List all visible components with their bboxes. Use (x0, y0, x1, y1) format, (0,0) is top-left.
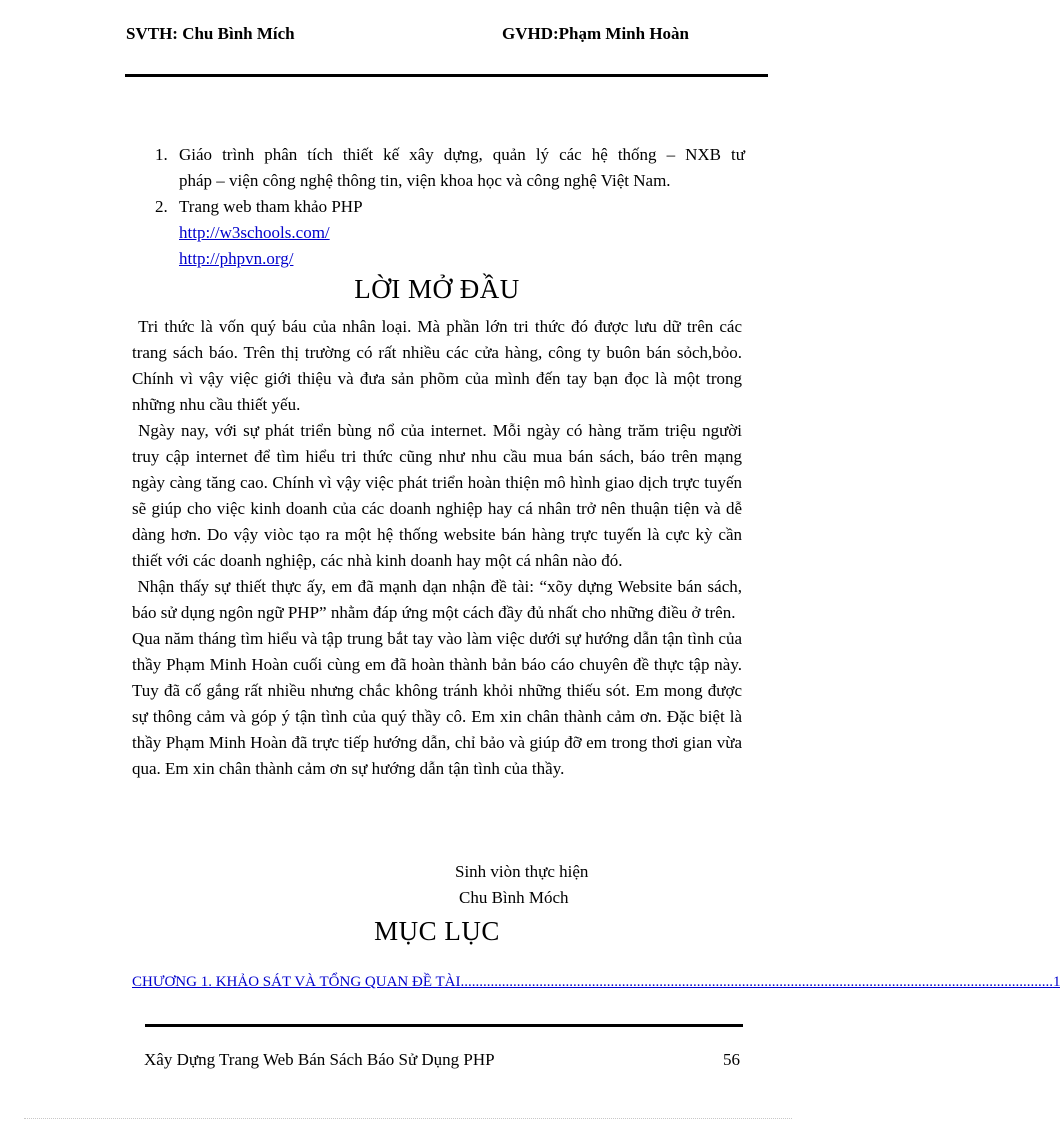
toc-entry-chapter-1[interactable] (132, 974, 1060, 991)
signature-name: Chu Bình Móch (459, 888, 569, 907)
toc-leader-dots: .............................................................................................................................................................. (460, 974, 1053, 990)
intro-paragraph: Nhận thấy sự thiết thực ấy, em đã mạnh dạn nhận đề tài: “xõy dựng Website bán sách, báo sử dụng ngôn ngữ PHP” nhằm đáp ứng một cách đầy đủ nhất cho những điều ở trên. (132, 577, 747, 622)
toc-entry-page: 1 (1052, 974, 1060, 990)
footer-rule (145, 1024, 743, 1027)
reference-text-line: pháp – viện công nghệ thông tin, viện khoa học và công nghệ Việt Nam. (179, 171, 671, 190)
footer-title: Xây Dựng Trang Web Bán Sách Báo Sử Dụng PHP (144, 1050, 495, 1069)
intro-paragraph: Ngày nay, với sự phát triển bùng nổ của internet. Mỗi ngày có hàng trăm triệu người truy cập internet để tìm hiểu tri thức cũng như nhu cầu mua bán sách, báo trên mạng ngày càng tăng cao. Chính vì vậy việc phát triển hoàn thiện mô hình giao dịch trực tuyến sẽ giúp cho việc kinh doanh của các doanh nghiệp hay cá nhân trở nên thuận tiện và dễ dàng hơn. Do vậy viòc tạo ra một hệ thống website bán hàng trực tuyến là cực kỳ cần thiết với các doanh nghiệp, các nhà kinh doanh hay một cá nhân nào đó. (132, 421, 747, 570)
reference-item-1 (155, 142, 745, 194)
signature-role: Sinh viòn thực hiện (455, 862, 589, 881)
intro-body (132, 314, 747, 782)
header-rule (125, 74, 768, 77)
header-advisor: GVHD:Phạm Minh Hoàn (502, 24, 690, 43)
footer-page-number: 56 (723, 1050, 740, 1069)
intro-paragraph: Qua năm tháng tìm hiểu và tập trung bắt tay vào làm việc dưới sự hướng dẫn tận tình của thầy Phạm Minh Hoàn cuối cùng em đã hoàn thành bản báo cáo chuyên đề thực tập này. Tuy đã cố gắng rất nhiều nhưng chắc không tránh khỏi những thiếu sót. Em mong được sự thông cảm và góp ý tận tình của quý thầy cô. Em xin chân thành cảm ơn. Đặc biệt là thầy Phạm Minh Hoàn đã trực tiếp hướng dẫn, chỉ bảo và giúp đỡ em trong thơi gian vừa qua. Em xin chân thành cảm ơn sự hướng dẫn tận tình của thầy. (132, 629, 747, 778)
page-edge-divider (24, 1118, 792, 1119)
reference-item-2 (155, 194, 745, 272)
toc-entry-label: CHƯƠNG 1. KHẢO SÁT VÀ TỔNG QUAN ĐỀ TÀI (132, 974, 461, 990)
toc-title: MỤC LỤC (374, 916, 500, 946)
reference-text-line: Trang web tham khảo PHP (179, 197, 363, 216)
header-student: SVTH: Chu Bình Mích (126, 24, 295, 43)
intro-paragraph: Tri thức là vốn quý báu của nhân loại. Mà phần lớn tri thức đó được lưu dữ trên các trang sách báo. Trên thị trường có rất nhiều các cửa hàng, công ty buôn bán sỏch,bỏo. Chính vì vậy việc giới thiệu và đưa sản phõm của mình đến tay bạn đọc là một trong những nhu cầu thiết yếu. (132, 317, 747, 414)
intro-title: LỜI MỞ ĐẦU (354, 274, 520, 304)
reference-number: 1. (155, 145, 168, 164)
reference-text-line: Giáo trình phân tích thiết kế xây dựng, quản lý các hệ thống – NXB tư (179, 145, 745, 164)
reference-number: 2. (155, 197, 168, 216)
reference-link-phpvn[interactable]: http://phpvn.org/ (179, 249, 294, 268)
reference-link-w3schools[interactable]: http://w3schools.com/ (179, 223, 330, 242)
